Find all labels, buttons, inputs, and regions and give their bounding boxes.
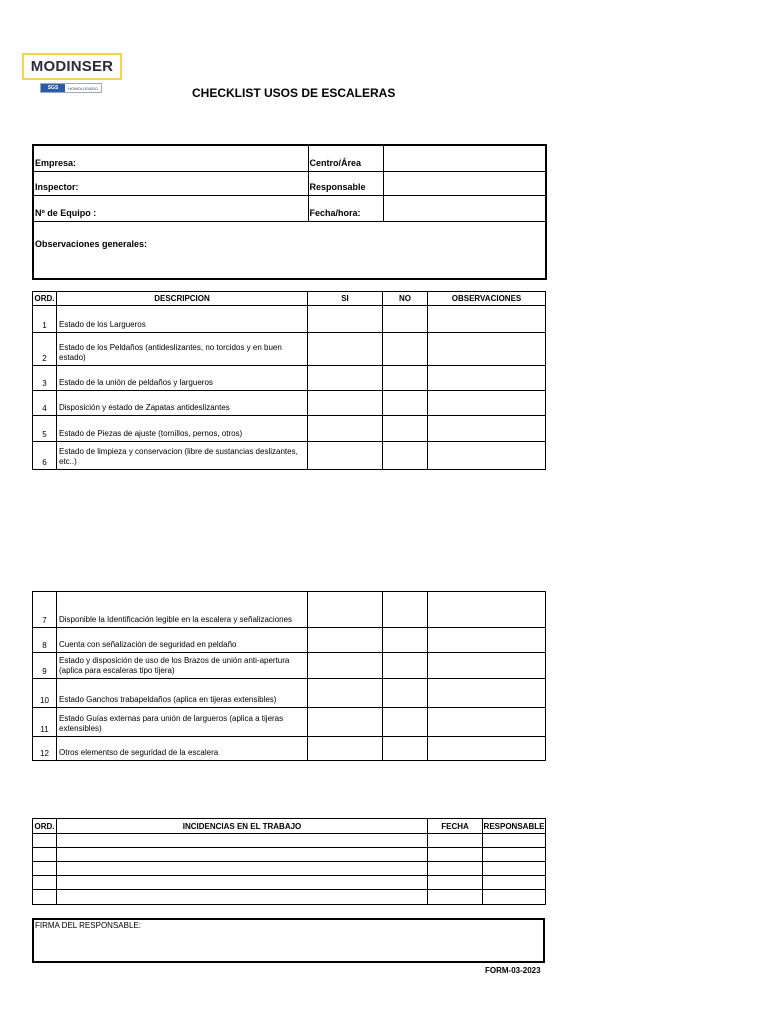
item-desc: Estado de Piezas de ajuste (tornillos, pernos, otros) <box>57 416 308 442</box>
responsable-field[interactable] <box>383 171 546 195</box>
item-ord: 9 <box>33 653 57 679</box>
inc-col-fecha: FECHA <box>428 819 483 834</box>
no-cell[interactable] <box>383 306 428 333</box>
table-row <box>33 306 546 333</box>
item-desc: Estado de los Peldaños (antideslizantes, no torcidos y en buen estado) <box>57 333 308 366</box>
item-ord: 8 <box>33 628 57 653</box>
table-row <box>33 653 546 679</box>
checklist-table-1 <box>32 291 546 470</box>
inc-cell[interactable] <box>428 862 483 876</box>
inspector-label: Inspector: <box>33 171 308 195</box>
empresa-label: Empresa: <box>33 145 308 171</box>
signature-label: FIRMA DEL RESPONSABLE: <box>35 921 141 930</box>
obs-cell[interactable] <box>428 592 546 628</box>
inc-cell[interactable] <box>483 876 546 890</box>
centro-field[interactable] <box>383 145 546 171</box>
form-code: FORM-03-2023 <box>485 966 541 975</box>
si-cell[interactable] <box>308 366 383 391</box>
table-row <box>33 876 546 890</box>
table-row <box>33 628 546 653</box>
item-desc: Estado y disposición de uso de los Brazos de unión anti-apertura (aplica para escaleras tipo tijera) <box>57 653 308 679</box>
checklist-table-2 <box>32 591 546 761</box>
signature-box[interactable] <box>32 918 545 963</box>
obs-cell[interactable] <box>428 442 546 470</box>
fecha-label: Fecha/hora: <box>308 195 383 221</box>
inc-cell[interactable] <box>483 890 546 905</box>
no-cell[interactable] <box>383 592 428 628</box>
table-row <box>33 592 546 628</box>
no-cell[interactable] <box>383 737 428 761</box>
si-cell[interactable] <box>308 737 383 761</box>
obs-cell[interactable] <box>428 653 546 679</box>
col-si: SI <box>308 292 383 306</box>
si-cell[interactable] <box>308 653 383 679</box>
item-ord: 10 <box>33 679 57 708</box>
inc-cell[interactable] <box>483 848 546 862</box>
centro-label: Centro/Área <box>308 145 383 171</box>
certification-badge <box>40 83 102 93</box>
item-desc: Estado de limpieza y conservacion (libre de sustancias deslizantes, etc..) <box>57 442 308 470</box>
item-ord: 5 <box>33 416 57 442</box>
inc-cell[interactable] <box>428 848 483 862</box>
table-row <box>33 890 546 905</box>
no-cell[interactable] <box>383 416 428 442</box>
inc-cell[interactable] <box>57 848 428 862</box>
item-desc: Cuenta con señalización de seguridad en peldaño <box>57 628 308 653</box>
col-observaciones: OBSERVACIONES <box>428 292 546 306</box>
logo-text: MODINSER <box>30 58 114 75</box>
si-cell[interactable] <box>308 306 383 333</box>
table-row <box>33 333 546 366</box>
inc-cell[interactable] <box>428 834 483 848</box>
inc-cell[interactable] <box>33 876 57 890</box>
item-ord: 1 <box>33 306 57 333</box>
col-no: NO <box>383 292 428 306</box>
item-desc: Estado Guías externas para unión de largueros (aplica a tijeras extensibles) <box>57 708 308 737</box>
item-ord: 7 <box>33 592 57 628</box>
table-row <box>33 442 546 470</box>
item-desc: Otros elementso de seguridad de la escalera <box>57 737 308 761</box>
no-cell[interactable] <box>383 442 428 470</box>
obs-cell[interactable] <box>428 679 546 708</box>
si-cell[interactable] <box>308 333 383 366</box>
item-desc: Estado de los Largueros <box>57 306 308 333</box>
table-row <box>33 416 546 442</box>
obs-cell[interactable] <box>428 628 546 653</box>
item-ord: 3 <box>33 366 57 391</box>
obs-cell[interactable] <box>428 333 546 366</box>
inc-cell[interactable] <box>483 834 546 848</box>
obs-cell[interactable] <box>428 391 546 416</box>
item-ord: 2 <box>33 333 57 366</box>
si-cell[interactable] <box>308 391 383 416</box>
inc-cell[interactable] <box>428 876 483 890</box>
no-cell[interactable] <box>383 653 428 679</box>
item-ord: 6 <box>33 442 57 470</box>
page-title: CHECKLIST USOS DE ESCALERAS <box>192 86 396 100</box>
table-row <box>33 862 546 876</box>
fecha-field[interactable] <box>383 195 546 221</box>
table-row <box>33 848 546 862</box>
item-desc: Disponible la Identificación legible en la escalera y señalizaciones <box>57 592 308 628</box>
col-ord: ORD. <box>33 292 57 306</box>
inc-cell[interactable] <box>483 862 546 876</box>
table-row <box>33 708 546 737</box>
observaciones-label: Observaciones generales: <box>33 221 546 279</box>
obs-cell[interactable] <box>428 366 546 391</box>
table-row <box>33 679 546 708</box>
si-cell[interactable] <box>308 628 383 653</box>
item-ord: 12 <box>33 737 57 761</box>
inc-cell[interactable] <box>57 876 428 890</box>
no-cell[interactable] <box>383 628 428 653</box>
si-cell[interactable] <box>308 442 383 470</box>
inc-cell[interactable] <box>33 848 57 862</box>
inc-cell[interactable] <box>57 834 428 848</box>
item-ord: 11 <box>33 708 57 737</box>
si-cell[interactable] <box>308 592 383 628</box>
inc-col-responsable: RESPONSABLE <box>483 819 546 834</box>
cert-text: HOMOLOGADO <box>68 85 98 91</box>
cert-mark: SGS <box>41 84 65 92</box>
item-desc: Estado Ganchos trabapeldaños (aplica en tijeras extensibles) <box>57 679 308 708</box>
obs-cell[interactable] <box>428 306 546 333</box>
obs-cell[interactable] <box>428 737 546 761</box>
inc-cell[interactable] <box>57 862 428 876</box>
inc-cell[interactable] <box>33 862 57 876</box>
no-cell[interactable] <box>383 333 428 366</box>
responsable-label: Responsable <box>308 171 383 195</box>
equipo-label: Nº de Equipo : <box>33 195 308 221</box>
inc-cell[interactable] <box>428 890 483 905</box>
no-cell[interactable] <box>383 679 428 708</box>
table-row <box>33 834 546 848</box>
table-row <box>33 391 546 416</box>
obs-cell[interactable] <box>428 708 546 737</box>
no-cell[interactable] <box>383 708 428 737</box>
inc-col-incidencias: INCIDENCIAS EN EL TRABAJO <box>57 819 428 834</box>
inc-cell[interactable] <box>57 890 428 905</box>
company-logo <box>22 53 122 80</box>
si-cell[interactable] <box>308 708 383 737</box>
no-cell[interactable] <box>383 366 428 391</box>
table-row <box>33 366 546 391</box>
header-info-table <box>32 144 547 280</box>
item-ord: 4 <box>33 391 57 416</box>
obs-cell[interactable] <box>428 416 546 442</box>
incidencias-table <box>32 818 546 905</box>
item-desc: Estado de la unión de peldaños y largueros <box>57 366 308 391</box>
si-cell[interactable] <box>308 416 383 442</box>
inc-col-ord: ORD. <box>33 819 57 834</box>
table-row <box>33 737 546 761</box>
no-cell[interactable] <box>383 391 428 416</box>
col-descripcion: DESCRIPCION <box>57 292 308 306</box>
si-cell[interactable] <box>308 679 383 708</box>
inc-cell[interactable] <box>33 890 57 905</box>
item-desc: Disposición y estado de Zapatas antideslizantes <box>57 391 308 416</box>
inc-cell[interactable] <box>33 834 57 848</box>
